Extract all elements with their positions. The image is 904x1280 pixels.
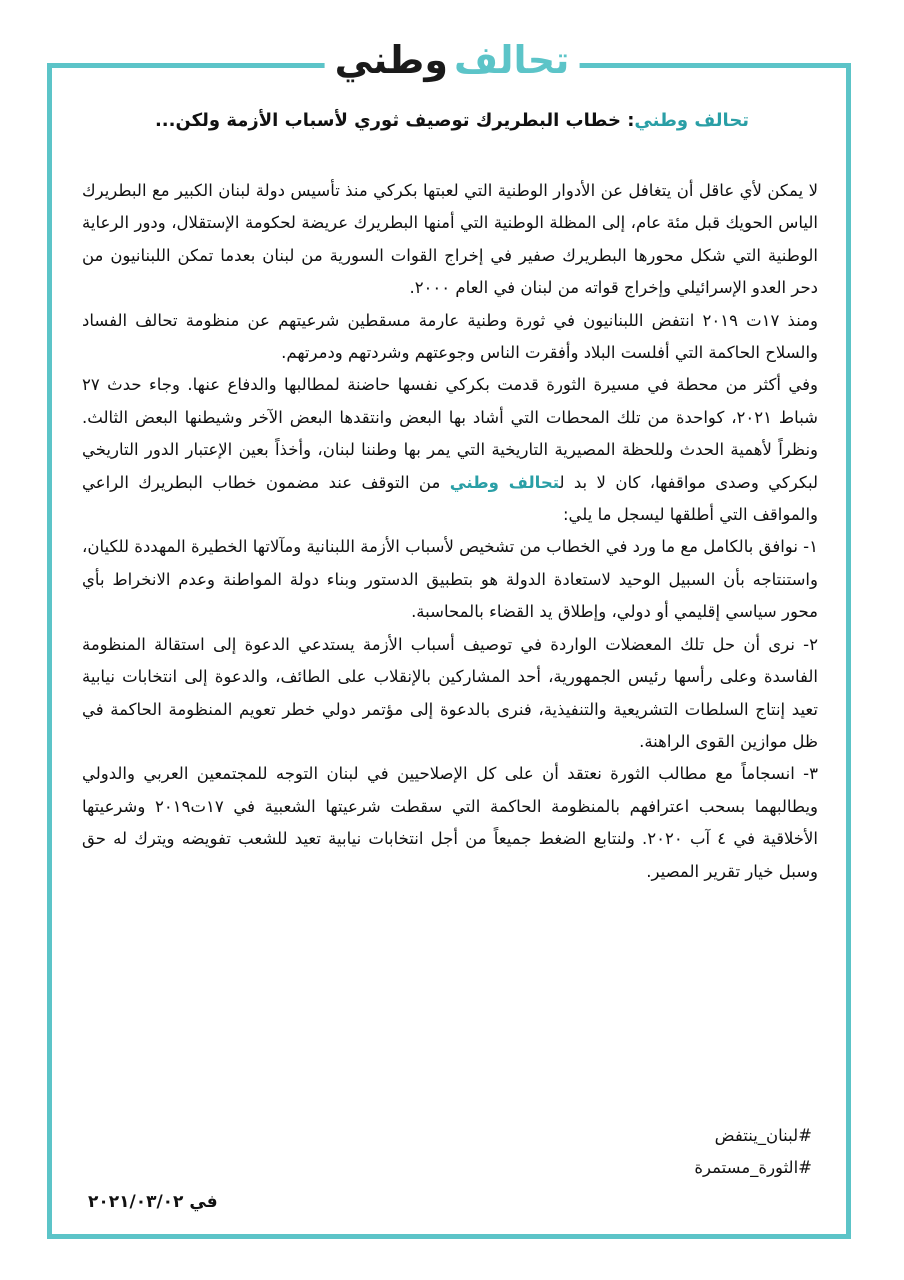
logo-word-dark: وطني [334, 38, 448, 82]
statement-body [82, 175, 818, 888]
paragraph-bkerke-end: من التوقف عند مضمون خطاب البطريرك الراعي والمواقف التي أطلقها ليسجل ما يلي: [82, 472, 818, 525]
headline-separator: : [627, 110, 635, 131]
paragraph-bkerke-text: وفي أكثر من محطة في مسيرة الثورة قدمت بكركي نفسها حاضنة لمطالبها والدفاع عنها. وجاء حدث ٢٧ شباط ٢٠٢١، كواحدة من تلك المحطات التي أشاد بها البعض وانتقدها البعض الآخر وشيطنها البعض الثالث. ونظراً لأهمية الحدث وللحظة المصيرية التاريخية التي يمر بها وطننا لبنان، وأخذاً بعين الإعتبار الدور التاريخي لبكركي وصدى مواقفها، كان لا بد ل [82, 375, 818, 492]
headline-title: خطاب البطريرك توصيف ثوري لأسباب الأزمة ولكن... [154, 110, 628, 131]
hashtags [82, 1120, 818, 1184]
logo-word-colored: تحالف [453, 38, 570, 82]
paragraph-point-2: ٢- نرى أن حل تلك المعضلات الواردة في توصيف أسباب الأزمة يستدعي الدعوة إلى استقالة المنظومة الفاسدة وعلى رأسها رئيس الجمهورية، أحد المشاركين بالإنقلاب على الطائف، والدعوة إلى انتخابات نيابية تعيد إنتاج السلطات التشريعية والتنفيذية، فنرى بالدعوة إلى مؤتمر دولي خطر تعويم المنظومة الحاكمة في ظل موازين القوى الراهنة. [82, 634, 818, 751]
headline-org: تحالف وطني [634, 110, 750, 131]
paragraph-bkerke [82, 369, 818, 531]
statement-date: في ٢٠٢١/٠٣/٠٢ [88, 1192, 218, 1212]
paragraph-uprising: ومنذ ١٧ت ٢٠١٩ انتفض اللبنانيون في ثورة وطنية عارمة مسقطين شرعيتهم عن منظومة تحالف الفساد والسلاح الحاكمة التي أفلست البلاد وأفقرت الناس وجوعتهم وشردتهم ودمرتهم. [82, 310, 818, 363]
paragraph-point-3: ٣- انسجاماً مع مطالب الثورة نعتقد أن على كل الإصلاحيين في لبنان التوجه للمجتمعين العربي والدولي ويطالبهما بسحب اعترافهم بالمنظومة الحاكمة التي سقطت شرعيتها الشعبية في ١٧ت٢٠١٩ وشرعيتها الأخلاقية في ٤ آب ٢٠٢٠. ولنتابع الضغط جميعاً من أجل انتخابات نيابية تعيد للشعب تفويضه ويترك له حق وسبل خيار تقرير المصير. [82, 764, 819, 881]
hashtag: #لبنان_ينتفض [714, 1126, 812, 1145]
logo [325, 30, 580, 90]
paragraph-bkerke-org: تحالف وطني [449, 472, 560, 492]
hashtag: #الثورة_مستمرة [694, 1158, 812, 1177]
paragraph-intro: لا يمكن لأي عاقل أن يتغافل عن الأدوار الوطنية التي لعبتها بكركي منذ تأسيس دولة لبنان الكبير مع البطريرك الياس الحويك قبل مئة عام، إلى المظلة الوطنية التي أمنها البطريرك عريضة لحكومة الإستقلال، ودور الرعاية الوطنية التي شكل محورها البطريرك صفير في إخراج القوات السورية من لبنان بعدما تمكن اللبنانيون من دحر العدو الإسرائيلي وإخراج قواته من لبنان في العام ٢٠٠٠. [82, 181, 818, 298]
paragraph-point-1: ١- نوافق بالكامل مع ما ورد في الخطاب من تشخيص لأسباب الأزمة اللبنانية ومآلاتها الخطيرة المهددة للكيان، واستنتاجه بأن السبيل الوحيد لاستعادة الدولة هو بتطبيق الدستور وبناء دولة المواطنة وعدم الانخراط بأي محور سياسي إقليمي أو دولي، وإطلاق يد القضاء بالمحاسبة. [82, 537, 818, 622]
headline [0, 110, 904, 131]
